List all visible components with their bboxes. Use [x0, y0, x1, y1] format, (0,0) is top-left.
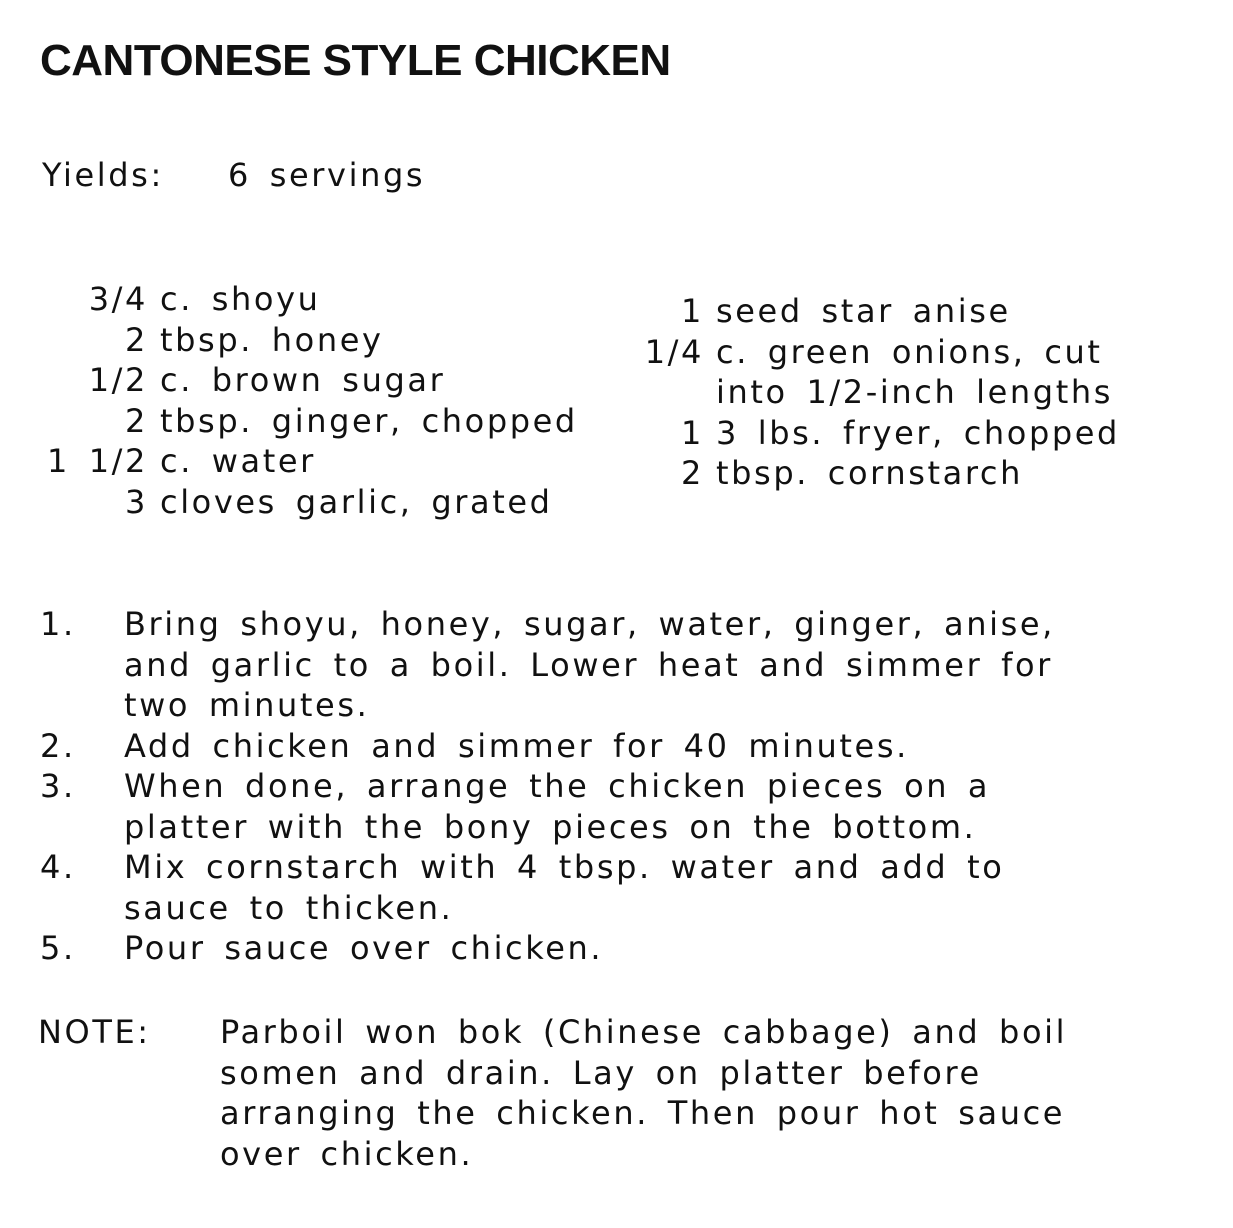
ingredient-row: [634, 332, 1120, 373]
instruction-step: [40, 928, 1055, 969]
ingredient-qty: 2: [125, 401, 148, 440]
ingredient-qty: 3/4: [88, 280, 148, 318]
ingredient-row: [634, 413, 1120, 454]
step-number: 3.: [40, 767, 76, 805]
ingredient-qty: [634, 372, 716, 413]
step-number: 1.: [40, 605, 76, 643]
yields-value: 6 servings: [228, 156, 426, 194]
ingredient-qty: 1 1/2: [46, 442, 148, 480]
step-number: 4.: [40, 848, 76, 886]
ingredient-qty: 2: [681, 454, 704, 492]
ingredient-qty: 1: [681, 292, 704, 330]
ingredient-row: [40, 482, 578, 523]
step-text: Add chicken and simmer for 40 minutes.: [124, 726, 909, 765]
ingredient-row: [634, 291, 1120, 332]
ingredients-right-column: [634, 291, 1120, 494]
step-text: Mix cornstarch with 4 tbsp. water and add to sauce to thicken.: [124, 848, 1005, 927]
ingredient-row: [634, 372, 1120, 413]
ingredient-row: [634, 453, 1120, 494]
ingredient-row: [40, 360, 578, 401]
ingredient-qty: 1/2: [88, 361, 148, 399]
recipe-title: CANTONESE STYLE CHICKEN: [40, 36, 671, 85]
yields-label: Yields:: [42, 156, 164, 194]
ingredients-left-column: [40, 279, 578, 522]
ingredient-item: c. shoyu: [160, 280, 321, 318]
ingredient-row: [40, 441, 578, 482]
ingredient-row: [40, 401, 578, 442]
ingredient-item: 3 lbs. fryer, chopped: [716, 413, 1120, 452]
ingredient-item: c. brown sugar: [160, 361, 446, 399]
ingredient-item: tbsp. ginger, chopped: [160, 401, 578, 440]
step-text: When done, arrange the chicken pieces on a platter with the bony pieces on the bottom.: [124, 767, 991, 846]
instruction-step: [40, 726, 1055, 767]
ingredient-qty: 2: [125, 320, 148, 359]
ingredient-item: cloves garlic, grated: [160, 482, 553, 521]
ingredient-item: into 1/2-inch lengths: [716, 373, 1114, 411]
step-number: 5.: [40, 929, 76, 967]
ingredient-qty: 1: [681, 413, 704, 452]
yields-line: [42, 156, 425, 194]
note-label: NOTE:: [38, 1013, 151, 1051]
ingredient-row: [40, 279, 578, 320]
ingredient-qty: 3: [125, 482, 148, 521]
ingredient-item: c. green onions, cut: [716, 332, 1103, 371]
step-number: 2.: [40, 726, 76, 765]
step-text: Bring shoyu, honey, sugar, water, ginger, anise, and garlic to a boil. Lower heat and simmer for two minutes.: [124, 605, 1055, 724]
ingredient-item: seed star anise: [716, 292, 1011, 330]
ingredient-qty: 1/4: [644, 332, 704, 371]
ingredient-row: [40, 320, 578, 361]
ingredient-item: tbsp. cornstarch: [716, 454, 1023, 492]
ingredient-item: c. water: [160, 442, 316, 480]
instructions-list: [40, 604, 1055, 969]
note-text: Parboil won bok (Chinese cabbage) and boil somen and drain. Lay on platter before arranging the chicken. Then pour hot sauce over chicken.: [220, 1013, 1068, 1173]
recipe-note: [38, 1012, 1067, 1174]
ingredient-item: tbsp. honey: [160, 320, 384, 359]
instruction-step: [40, 766, 1055, 847]
instruction-step: [40, 604, 1055, 726]
step-text: Pour sauce over chicken.: [124, 929, 604, 967]
instruction-step: [40, 847, 1055, 928]
